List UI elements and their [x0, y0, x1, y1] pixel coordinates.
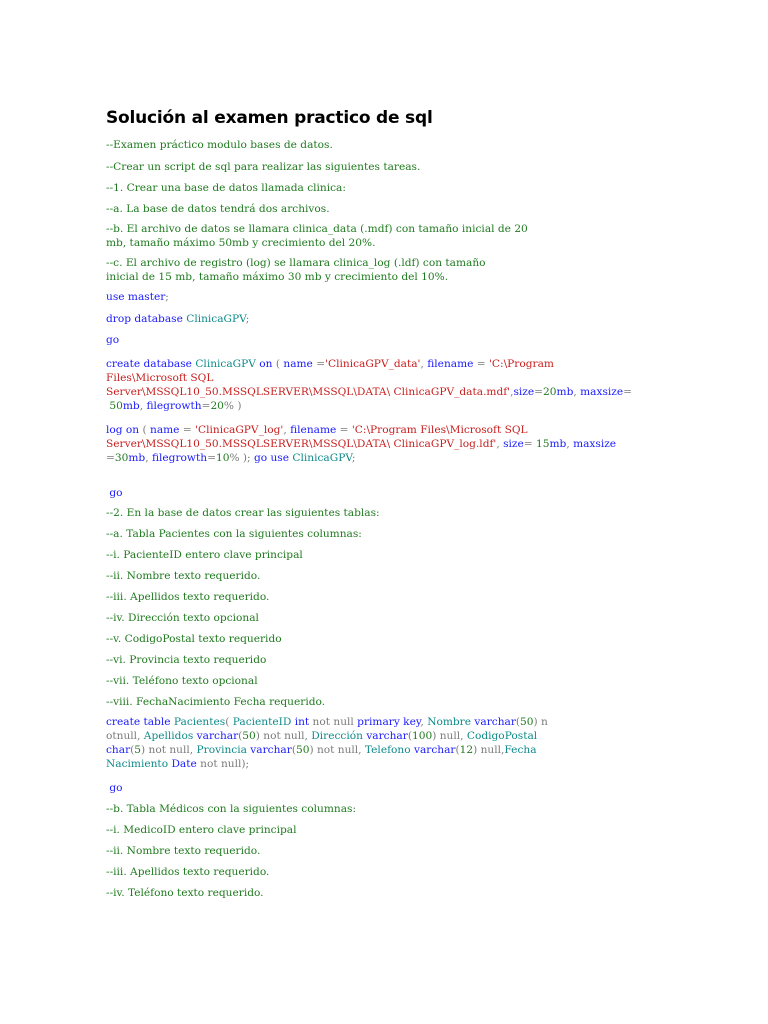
code-line-l6 [106, 256, 666, 284]
code-token: 50 [109, 400, 123, 412]
code-line-l9 [106, 333, 666, 347]
code-line-l26 [106, 823, 666, 837]
code-token: ( [291, 744, 296, 756]
code-line-l16 [106, 569, 666, 583]
code-token: CodigoPostal [466, 730, 538, 742]
code-token: ( [225, 716, 233, 728]
code-token: --iv. Dirección texto opcional [106, 612, 259, 624]
code-token: 15 [536, 438, 550, 450]
code-token: 'C:\Program Files\Microsoft SQL Server\MSSQL10_50.MSSQLSERVER\MSSQL\DATA\ ClinicaGPV_data.mdf' [106, 358, 554, 398]
code-line-l5 [106, 222, 666, 250]
code-token: char [106, 744, 131, 756]
code-token: Date [171, 758, 201, 770]
code-token: = [623, 386, 633, 398]
code-token: go [106, 487, 123, 499]
code-token: ClinicaGPV [195, 358, 260, 370]
code-token: --c. El archivo de registro (log) se llamara clinica_log (.ldf) con tamaño inicial de 15 mb, tamaño máximo 30 mb y crecimiento del 10%. [106, 257, 486, 283]
code-token: , [420, 716, 428, 728]
code-token: Fecha Nacimiento [106, 744, 537, 770]
code-token: ; [165, 291, 169, 303]
code-token: filegrowth [146, 400, 202, 412]
code-token: --a. La base de datos tendrá dos archivos. [106, 203, 330, 215]
code-token: = [476, 358, 490, 370]
code-line-l20 [106, 653, 666, 667]
code-token: --a. Tabla Pacientes con la siguientes columnas: [106, 528, 362, 540]
code-token: = [339, 424, 352, 436]
code-token: ClinicaGPV [186, 313, 246, 325]
code-token: , [573, 386, 581, 398]
code-token: --v. CodigoPostal texto requerido [106, 633, 282, 645]
code-token: ) not null, [309, 744, 365, 756]
code-token: , [283, 424, 291, 436]
code-line-l3 [106, 181, 666, 195]
code-token: , [420, 358, 428, 370]
code-line-l28 [106, 865, 666, 879]
code-token: Apellidos [143, 730, 197, 742]
code-token: , [145, 452, 152, 464]
code-line-l18 [106, 611, 666, 625]
code-token: , [496, 438, 504, 450]
code-token: Pacientes [173, 716, 226, 728]
code-token: --iii. Apellidos texto requerido. [106, 866, 270, 878]
code-token: --b. Tabla Médicos con la siguientes columnas: [106, 803, 357, 815]
code-token: varchar [474, 716, 516, 728]
code-line-l12 [106, 486, 666, 500]
code-token: varchar [196, 730, 239, 742]
code-token: --i. PacienteID entero clave principal [106, 549, 303, 561]
code-token: --vii. Teléfono texto opcional [106, 675, 258, 687]
code-token: = [207, 452, 216, 464]
code-token: = [201, 400, 211, 412]
document-title: Solución al examen practico de sql [106, 108, 433, 128]
code-token: --Crear un script de sql para realizar las siguientes tareas. [106, 161, 421, 173]
code-token: , [566, 438, 574, 450]
code-token: ( [238, 730, 243, 742]
code-line-l19 [106, 632, 666, 646]
code-token: 5 [134, 744, 142, 756]
code-token: --vi. Provincia texto requerido [106, 654, 267, 666]
code-token: 50 [295, 744, 310, 756]
code-line-l25 [106, 802, 666, 816]
code-token: 12 [459, 744, 474, 756]
code-line-l22 [106, 695, 666, 709]
code-token: name [150, 424, 183, 436]
code-token: Dirección [311, 730, 367, 742]
code-token: = [106, 452, 115, 464]
code-token: int [294, 716, 313, 728]
code-token: % ); [229, 452, 254, 464]
code-token: , [139, 400, 147, 412]
code-token: mb [549, 438, 567, 450]
code-line-l7 [106, 290, 666, 304]
code-line-l15 [106, 548, 666, 562]
code-line-l17 [106, 590, 666, 604]
code-line-l21 [106, 674, 666, 688]
code-token: maxsize [580, 386, 624, 398]
code-token: on [259, 358, 276, 370]
code-token: 'C:\Program Files\Microsoft SQL Server\MSSQL10_50.MSSQLSERVER\MSSQL\DATA\ ClinicaGPV_log.ldf' [106, 424, 528, 450]
code-line-l24 [106, 781, 666, 795]
code-token: varchar [413, 744, 456, 756]
code-line-l11 [106, 423, 666, 465]
code-token: = [534, 386, 544, 398]
code-token: varchar [250, 744, 292, 756]
code-token: 50 [242, 730, 256, 742]
code-token: mb [556, 386, 574, 398]
code-token: ) not null, [255, 730, 312, 742]
code-token: PacienteID [232, 716, 295, 728]
code-token: not null); [200, 758, 250, 770]
code-token: --b. El archivo de datos se llamara clinica_data (.mdf) con tamaño inicial de 20 mb, tamaño máximo 50mb y crecimiento del 20%. [106, 223, 528, 249]
code-token: --ii. Nombre texto requerido. [106, 845, 261, 857]
code-token: % ) [223, 400, 242, 412]
code-token: go [106, 782, 123, 794]
code-token: = [523, 438, 536, 450]
code-token: ( [515, 716, 521, 728]
code-token: ( [142, 424, 150, 436]
code-token: , [510, 386, 514, 398]
code-line-l1 [106, 138, 666, 152]
code-line-l23 [106, 715, 666, 771]
code-token: varchar [366, 730, 408, 742]
code-token: ( [407, 730, 412, 742]
code-token: go [106, 334, 120, 346]
code-token: ( [455, 744, 460, 756]
code-token: --ii. Nombre texto requerido. [106, 570, 261, 582]
code-line-l10 [106, 357, 666, 413]
code-line-l13 [106, 506, 666, 520]
code-line-l8 [106, 312, 666, 326]
code-token: create database [106, 358, 196, 370]
code-token: --i. MedicoID entero clave principal [106, 824, 297, 836]
code-token: 30 [114, 452, 129, 464]
code-token: 'ClinicaGPV_data' [325, 358, 421, 370]
code-token: Nombre [427, 716, 475, 728]
code-token: use master [106, 291, 166, 303]
code-token: 20 [543, 386, 557, 398]
code-token: Provincia [196, 744, 251, 756]
code-token: size [513, 386, 535, 398]
code-token: = [182, 424, 196, 436]
code-token: = [316, 358, 326, 370]
code-token: --1. Crear una base de datos llamada clinica: [106, 182, 346, 194]
code-token: 50 [520, 716, 534, 728]
code-token: filename [290, 424, 340, 436]
code-token: 20 [210, 400, 224, 412]
code-token: log on [106, 424, 143, 436]
code-token: --iii. Apellidos texto requerido. [106, 591, 270, 603]
code-token: ) n otnull, [106, 716, 548, 742]
code-token: ; [351, 452, 356, 464]
code-token: drop database [106, 313, 187, 325]
code-token: Telefono [364, 744, 414, 756]
code-token: mb [122, 400, 140, 412]
code-token: ) null, [473, 744, 505, 756]
code-line-l27 [106, 844, 666, 858]
code-token: filegrowth [151, 452, 208, 464]
code-token: ) null, [432, 730, 467, 742]
code-token: primary key [357, 716, 421, 728]
code-line-l4 [106, 202, 666, 216]
code-token: 'ClinicaGPV_log' [195, 424, 284, 436]
code-line-l2 [106, 160, 666, 174]
code-token: --iv. Teléfono texto requerido. [106, 887, 264, 899]
code-token: ( [275, 358, 284, 370]
code-token: ; [245, 313, 250, 325]
code-line-l14 [106, 527, 666, 541]
code-token: --Examen práctico modulo bases de datos. [106, 139, 333, 151]
code-token: 100 [411, 730, 433, 742]
code-token: size [503, 438, 524, 450]
code-token: 10 [215, 452, 230, 464]
code-line-l29 [106, 886, 666, 900]
code-token: not null [312, 716, 358, 728]
code-token: ClinicaGPV [292, 452, 352, 464]
code-token: name [283, 358, 317, 370]
code-token: ( [130, 744, 135, 756]
code-token: go use [253, 452, 293, 464]
code-token: maxsize [573, 438, 617, 450]
code-token: ) not null, [141, 744, 197, 756]
code-token: --viii. FechaNacimiento Fecha requerido. [106, 696, 326, 708]
code-token: --2. En la base de datos crear las siguientes tablas: [106, 507, 380, 519]
code-token: create table [106, 716, 174, 728]
code-token: mb [128, 452, 146, 464]
code-token: filename [427, 358, 477, 370]
